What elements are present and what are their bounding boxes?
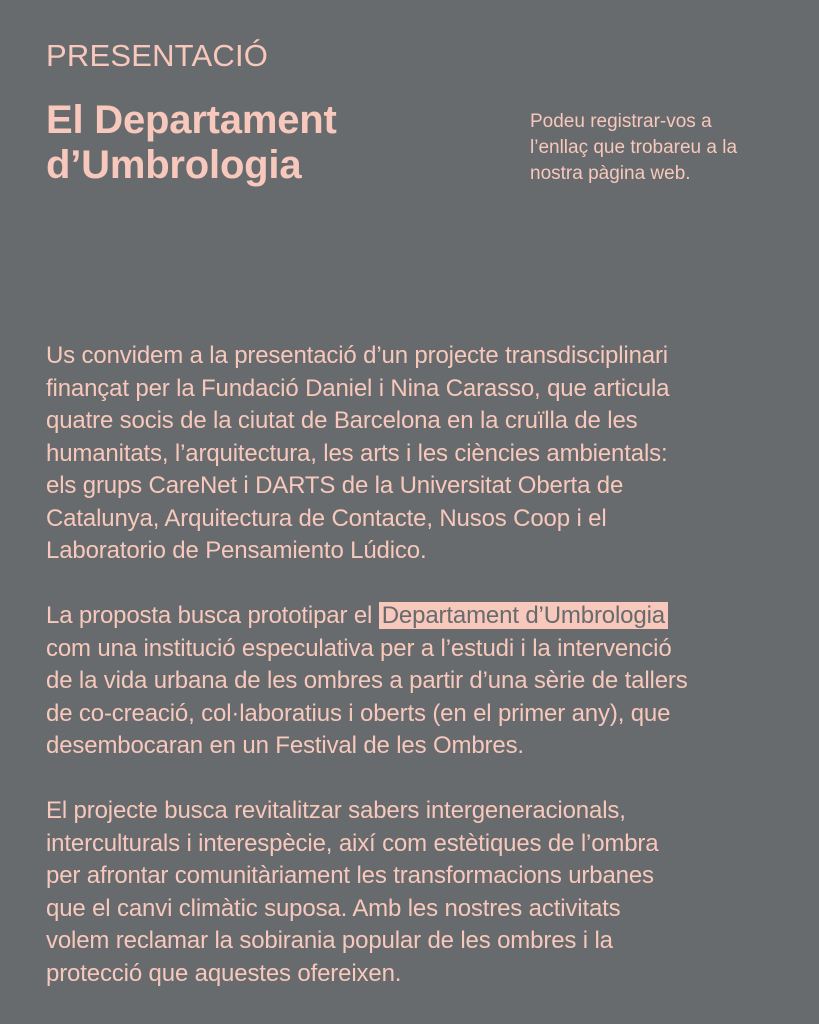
intro-paragraph-line: humanitats, l’arquitectura, les arts i les ciències ambientals:: [46, 439, 668, 467]
intro-paragraph-line: Laboratorio de Pensamiento Lúdico.: [46, 537, 427, 564]
intro-paragraph-line: Us convidem a la presentació d’un projecte transdisciplinari: [46, 342, 668, 369]
project-goals-line: per afrontar comunitàriament les transformacions urbanes: [46, 862, 654, 889]
project-goals-line: protecció que aquestes ofereixen.: [46, 959, 402, 987]
proposal-paragraph-line: desembocaran en un Festival de les Ombres.: [46, 732, 524, 759]
proposal-paragraph-first-line: [46, 600, 786, 633]
proposal-prefix-text: La proposta busca prototipar el: [46, 602, 379, 629]
page-title-line-1: El Departament: [46, 98, 337, 142]
project-goals-paragraph: [46, 795, 786, 990]
intro-paragraph-line: Catalunya, Arquitectura de Contacte, Nusos Coop i el: [46, 504, 607, 532]
registration-note-line-2: l’enllaç que trobareu a la: [530, 137, 738, 158]
project-goals-line: interculturals i interespècie, així com estètiques de l’ombra: [46, 829, 659, 857]
intro-paragraph: [46, 340, 786, 568]
registration-note-line-1: Podeu registrar-vos a: [530, 111, 712, 132]
section-kicker: PRESENTACIÓ: [46, 38, 269, 73]
project-goals-line: El projecte busca revitalitzar sabers intergeneracionals,: [46, 797, 626, 824]
proposal-paragraph-line: de la vida urbana de les ombres a partir d’una sèrie de tallers: [46, 667, 688, 694]
project-goals-line: que el canvi climàtic suposa. Amb les nostres activitats: [46, 894, 621, 922]
project-goals-line: volem reclamar la sobirania popular de les ombres i la: [46, 927, 613, 954]
registration-note: [530, 109, 790, 187]
page-title: [46, 98, 466, 188]
intro-paragraph-line: els grups CareNet i DARTS de la Universitat Oberta de: [46, 472, 624, 499]
page-title-line-2: d’Umbrologia: [46, 143, 302, 187]
highlighted-department-name: Departament d’Umbrologia: [379, 602, 668, 629]
proposal-paragraph-line: com una institució especulativa per a l’estudi i la intervenció: [46, 634, 672, 662]
intro-paragraph-line: quatre socis de la ciutat de Barcelona en la cruïlla de les: [46, 407, 638, 434]
intro-paragraph-line: finançat per la Fundació Daniel i Nina Carasso, que articula: [46, 374, 670, 402]
proposal-paragraph: [46, 600, 786, 763]
registration-note-line-3: nostra pàgina web.: [530, 163, 691, 184]
proposal-paragraph-line: de co-creació, col·laboratius i oberts (en el primer any), que: [46, 699, 671, 727]
presentation-body: [46, 340, 786, 1023]
